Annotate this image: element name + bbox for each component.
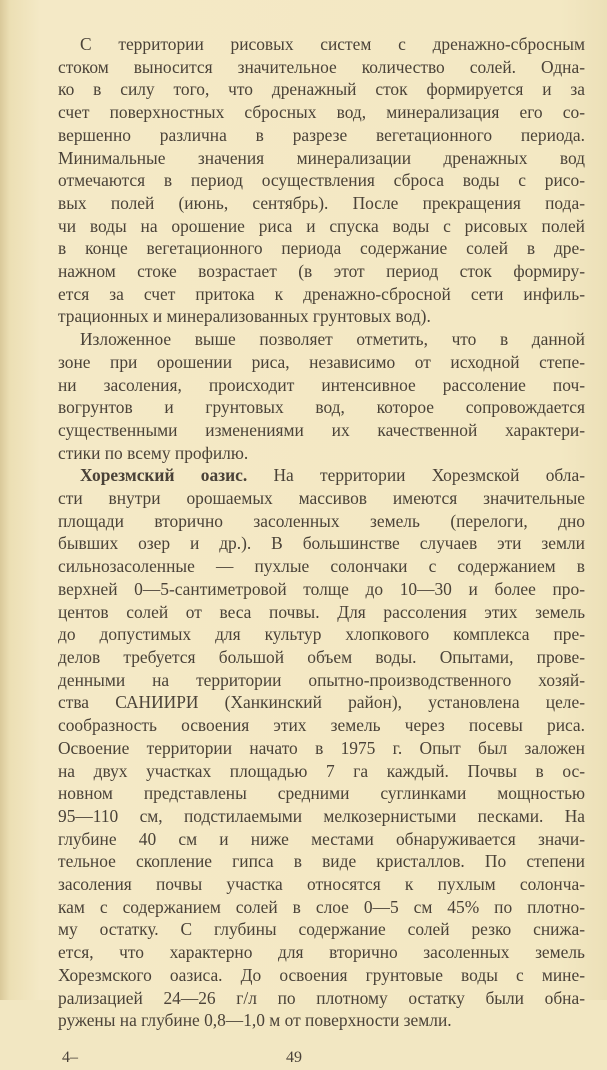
text-line: ется, что характерно для вторично засоленных земель — [58, 942, 585, 963]
text-line: бывших озер и др.). В большинстве случаев эти земли — [58, 533, 585, 554]
text-line: сообразность освоения этих земель через посевы риса. — [58, 715, 585, 736]
text-line: на двух участках площадью 7 га каждый. Почвы в ос- — [58, 760, 585, 781]
text-line: денными на территории опытно-производственного хозяй- — [58, 669, 585, 690]
section-heading: Хорезмский оазис. — [80, 465, 248, 486]
text-line: вых полей (июнь, сентябрь). После прекращения пода- — [58, 192, 585, 213]
text-line: глубине 40 см и ниже местами обнаруживается значи- — [58, 828, 585, 849]
text-line: новном представлены средними суглинками мощностью — [58, 783, 585, 804]
page-number: 49 — [286, 1048, 302, 1066]
text-line: 95—110 см, подстилаемыми мелкозернистыми песками. На — [58, 805, 585, 826]
signature-mark: 4– — [62, 1048, 78, 1066]
text-line: ется за счет притока к дренажно-сбросной сети инфиль- — [58, 283, 585, 304]
text-line: сти внутри орошаемых массивов имеются значительные — [58, 488, 585, 509]
text-line: Изложенное выше позволяет отметить, что в данной — [80, 329, 585, 350]
text-line: трационных и минерализованных грунтовых вод). — [58, 306, 431, 327]
text-line-rest: На территории Хорезмской обла- — [247, 465, 585, 486]
text-line: ко в силу того, что дренажный сток формируется и за — [58, 79, 585, 100]
text-line: отмечаются в период осуществления сброса воды с рисо- — [58, 170, 585, 191]
text-line: вершенно различна в разрезе вегетационного периода. — [58, 124, 585, 145]
text-line: сильнозасоленные — пухлые солончаки с содержанием в — [58, 556, 585, 577]
text-line: ства САНИИРИ (Ханкинский район), установлена целе- — [58, 692, 585, 713]
body-text — [58, 33, 585, 1032]
text-line: стоком выносится значительное количество солей. Одна- — [58, 56, 585, 77]
text-line: чи воды на орошение риса и спуска воды с рисовых полей — [58, 215, 585, 236]
text-line: нажном стоке возрастает (в этот период сток формиру- — [58, 261, 585, 282]
text-line: Хорезмского оазиса. До освоения грунтовые воды с мине- — [58, 964, 585, 985]
text-line: рализацией 24—26 г/л по плотному остатку были обна- — [58, 987, 585, 1008]
text-line: счет поверхностных сбросных вод, минерализация его со- — [58, 102, 585, 123]
text-line: верхней 0—5-сантиметровой толще до 10—30 и более про- — [58, 578, 585, 599]
text-line: вогрунтов и грунтовых вод, которое сопровождается — [58, 397, 585, 418]
page-footer — [58, 1046, 585, 1070]
text-line: Освоение территории начато в 1975 г. Опыт был заложен — [58, 737, 585, 758]
text-line: до допустимых для культур хлопкового комплекса пре- — [58, 624, 585, 645]
text-line: му остатку. С глубины содержание солей резко снижа- — [58, 919, 585, 940]
page-content — [58, 33, 585, 1070]
text-line: стики по всему профилю. — [58, 442, 249, 463]
text-line: ни засоления, происходит интенсивное рассоление поч- — [58, 374, 585, 395]
text-line: ружены на глубине 0,8—1,0 м от поверхности земли. — [58, 1010, 452, 1031]
text-line: площади вторично засоленных земель (перелоги, дно — [58, 510, 585, 531]
text-line: делов требуется большой объем воды. Опытами, прове- — [58, 646, 585, 667]
text-line: С территории рисовых систем с дренажно-сбросным — [80, 34, 585, 54]
text-line — [58, 464, 585, 487]
text-line: засоления почвы участка относятся к пухлым солонча- — [58, 874, 585, 895]
text-line: в конце вегетационного периода содержание солей в дре- — [58, 238, 585, 259]
text-line: зоне при орошении риса, независимо от исходной степе- — [58, 351, 585, 372]
text-line: Минимальные значения минерализации дренажных вод — [58, 147, 585, 168]
text-line: центов солей от веса почвы. Для рассоления этих земель — [58, 601, 585, 622]
text-line: тельное скопление гипса в виде кристаллов. По степени — [58, 851, 585, 872]
text-line: кам с содержанием солей в слое 0—5 см 45% по плотно- — [58, 896, 585, 917]
text-line: существенными изменениями их качественной характери- — [58, 419, 585, 440]
